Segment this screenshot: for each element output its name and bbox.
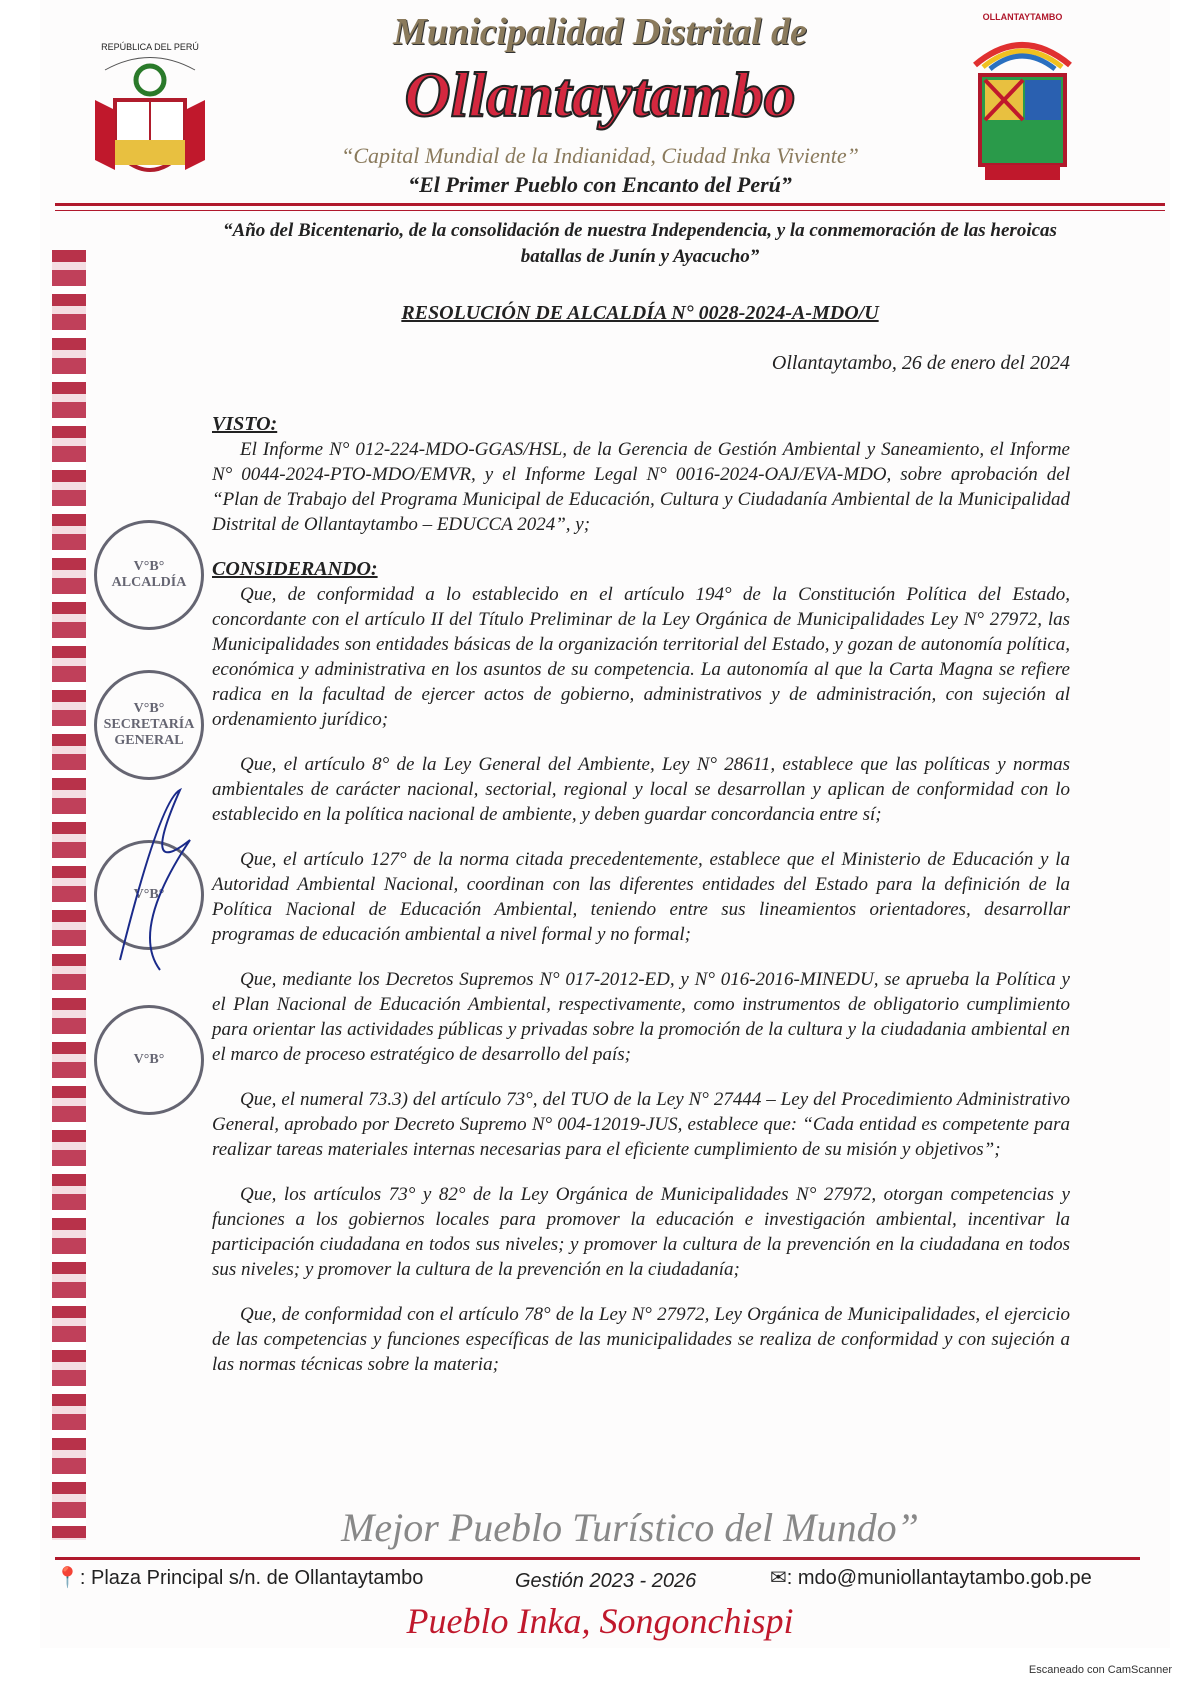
year-motto: “Año del Bicentenario, de la consolidación de nuestra Independencia, y la conmemoración de las heroicas batallas de Junín y Ayacucho” — [223, 220, 1057, 267]
location-pin-icon: 📍 — [55, 1567, 80, 1589]
approval-seal: V°B° ALCALDÍA — [94, 520, 204, 630]
approval-seal: V°B° SECRETARÍA GENERAL — [94, 670, 204, 780]
footer-email — [770, 1565, 1092, 1590]
envelope-icon: ✉ — [770, 1567, 787, 1589]
ollantaytambo-emblem — [965, 25, 1080, 185]
footer-divider — [55, 1557, 1140, 1560]
resolution-date: Ollantaytambo, 26 de enero del 2024 — [771, 352, 1070, 374]
header-town-name: Ollantaytambo — [404, 59, 796, 130]
considerando-paragraph: Que, el artículo 127° de la norma citada precedentemente, establece que el Ministerio de Educación y la Autoridad Ambiental Nacional, coordinan con las diferentes entidades del Estado para la definición de la Política Nacional de Educación Ambiental, teniendo entre sus lineamientos orientadores, desarrollar programas de educación ambiental a nivel formal y no formal; — [212, 849, 1070, 945]
header-motto-1: “Capital Mundial de la Indianidad, Ciudad Inka Viviente” — [341, 143, 859, 168]
header-divider-thin — [55, 210, 1165, 211]
considerando-paragraph: Que, mediante los Decretos Supremos N° 017-2012-ED, y N° 016-2016-MINEDU, se aprueba la Política y el Plan Nacional de Educación Ambiental, respectivamente, como instrumentos de obligatorio cumplimiento para orientar las actividades públicas y privadas sobre la promoción de la cultura y la ciudadania ambiental en el marco de proceso estratégico de desarrollo del país; — [212, 969, 1070, 1065]
header-divider — [55, 203, 1165, 206]
considerando-paragraph: Que, de conformidad con el artículo 78° de la Ley N° 27972, Ley Orgánica de Municipalidades, el ejercicio de las competencias y funciones específicas de las municipalidades se realiza de conformidad y con sujeción a las normas técnicas sobre la materia; — [212, 1304, 1070, 1375]
peru-coat-of-arms — [85, 40, 215, 200]
header-motto-2: “El Primer Pueblo con Encanto del Perú” — [408, 172, 792, 197]
resolution-title: RESOLUCIÓN DE ALCALDÍA N° 0028-2024-A-MDO/U — [401, 302, 879, 324]
footer-tagline: Pueblo Inka, Songonchispi — [406, 1601, 794, 1641]
footer-gestion: Gestión 2023 - 2026 — [515, 1570, 697, 1592]
considerando-heading: CONSIDERANDO: — [212, 558, 378, 580]
resolution-body — [212, 412, 1070, 1397]
email-text: : mdo@muniollantaytambo.gob.pe — [786, 1567, 1092, 1589]
visto-text: El Informe N° 012-224-MDO-GGAS/HSL, de la Gerencia de Gestión Ambiental y Saneamiento, el Informe N° 0044-2024-PTO-MDO/EMVR, y el Informe Legal N° 0016-2024-OAJ/EVA-MDO, sobre aprobación del “Plan de Trabajo del Programa Municipal de Educación, Cultura y Ciudadanía Ambiental de la Municipalidad Distrital de Ollantaytambo – EDUCCA 2024”, y; — [212, 439, 1070, 535]
approval-seal: V°B° — [94, 840, 204, 950]
considerando-paragraph: Que, de conformidad a lo establecido en el artículo 194° de la Constitución Política del Estado, concordante con el artículo II del Título Preliminar de la Ley Orgánica de Municipalidades Ley N° 27972, las Municipalidades son entidades básicas de la organización territorial del Estado, y gozan de autonomía política, económica y administrativa en los asuntos de su competencia. La autonomía al que la Carta Magna se refiere radica en la facultad de ejercer actos de gobierno, administrativos y de administración, con sujeción al ordenamiento jurídico; — [212, 584, 1070, 730]
scanner-watermark: Escaneado con CamScanner — [1028, 1664, 1172, 1676]
decorative-inca-border — [52, 250, 86, 1540]
considerando-paragraph: Que, los artículos 73° y 82° de la Ley Orgánica de Municipalidades N° 27972, otorgan competencias y funciones a los gobiernos locales para promover la educación e investigación ambiental, incentivar la participación ciudadana en todos sus niveles; y promover la cultura de la prevención en la ciudadana en todos sus niveles; y promover la cultura de la prevención en la ciudadanía; — [212, 1184, 1070, 1280]
address-text: : Plaza Principal s/n. de Ollantaytambo — [79, 1567, 424, 1589]
considerando-paragraph: Que, el numeral 73.3) del artículo 73°, del TUO de la Ley N° 27444 – Ley del Procedimiento Administrativo General, aprobado por Decreto Supremo N° 004-12019-JUS, establece que: “Cada entidad es competente para realizar tareas materiales internas necesarias para el eficiente cumplimiento de su misión y objetivos”; — [212, 1089, 1070, 1160]
visto-heading: VISTO: — [212, 413, 278, 435]
header-municipality: Municipalidad Distrital de — [393, 11, 807, 53]
emblem-text: OLLANTAYTAMBO — [982, 12, 1063, 22]
slogan: Mejor Pueblo Turístico del Mundo” — [341, 1505, 919, 1550]
considerando-paragraph: Que, el artículo 8° de la Ley General del Ambiente, Ley N° 28611, establece que las políticas y normas ambientales de carácter nacional, sectorial, regional y local se desarrollan y aplican de conformidad con lo establecido en la política nacional de ambiente, y deben guardar concordancia entre sí; — [212, 754, 1070, 825]
approval-seal: V°B° — [94, 1005, 204, 1115]
crest-text: REPÚBLICA DEL PERÚ — [101, 42, 199, 52]
signature — [100, 780, 200, 980]
footer-address — [55, 1565, 423, 1590]
